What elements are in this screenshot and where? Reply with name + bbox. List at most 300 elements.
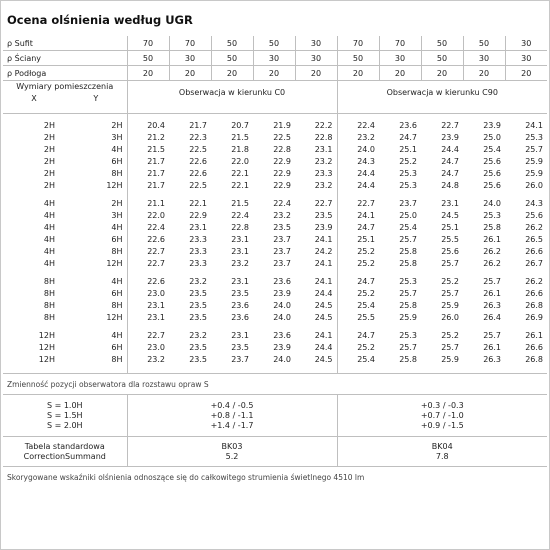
ugr-c0-value: 22.5 bbox=[189, 180, 208, 190]
ugr-c90-value: 25.1 bbox=[441, 222, 460, 232]
ugr-c0-value: 23.7 bbox=[273, 234, 292, 244]
ugr-c0-value: 23.0 bbox=[127, 287, 169, 299]
reflectance-value: 50 bbox=[211, 36, 253, 51]
correction-label: CorrectionSummand bbox=[23, 451, 106, 461]
dim-y: 6H bbox=[111, 288, 123, 298]
dim-y: 8H bbox=[111, 300, 123, 310]
ugr-c90-value: 25.9 bbox=[441, 354, 460, 364]
ugr-c90-value: 25.6 bbox=[483, 168, 502, 178]
variation-c0: +1.4 / -1.7 bbox=[127, 420, 337, 430]
ugr-c90-value: 25.9 bbox=[525, 168, 544, 178]
reflectance-row bbox=[3, 51, 547, 66]
data-row bbox=[3, 311, 547, 323]
dim-x: 12H bbox=[38, 342, 55, 352]
ugr-c90-value: 26.2 bbox=[483, 258, 502, 268]
reflectance-value: 70 bbox=[169, 36, 211, 51]
data-row bbox=[3, 221, 547, 233]
ugr-c90-value: 25.4 bbox=[337, 299, 379, 311]
reflectance-row bbox=[3, 66, 547, 81]
ugr-c0-value: 22.9 bbox=[273, 168, 292, 178]
ugr-c0-value: 21.7 bbox=[127, 167, 169, 179]
dim-x: 2H bbox=[43, 168, 55, 178]
ugr-c90-value: 25.2 bbox=[441, 330, 460, 340]
ugr-c90-value: 25.8 bbox=[399, 258, 418, 268]
data-row bbox=[3, 275, 547, 287]
ugr-c90-value: 25.7 bbox=[441, 288, 460, 298]
ugr-c0-value: 23.7 bbox=[231, 354, 250, 364]
ugr-c90-value: 25.8 bbox=[399, 354, 418, 364]
ugr-c0-value: 23.5 bbox=[189, 300, 208, 310]
ugr-c90-value: 26.1 bbox=[525, 330, 544, 340]
ugr-c90-value: 24.4 bbox=[441, 144, 460, 154]
reflectance-value: 70 bbox=[379, 36, 421, 51]
ugr-c0-value: 23.2 bbox=[314, 180, 333, 190]
ugr-c0-value: 23.6 bbox=[231, 312, 250, 322]
dim-y: 8H bbox=[111, 168, 123, 178]
ugr-c0-value: 21.5 bbox=[231, 198, 250, 208]
data-row bbox=[3, 287, 547, 299]
dim-y: 4H bbox=[111, 222, 123, 232]
ugr-c90-value: 24.0 bbox=[337, 143, 379, 155]
ugr-c90-value: 25.9 bbox=[525, 156, 544, 166]
ugr-c90-value: 26.6 bbox=[525, 246, 544, 256]
reflectance-value: 20 bbox=[421, 66, 463, 81]
variation-c90: +0.3 / -0.3 bbox=[337, 400, 547, 410]
ugr-c0-value: 21.5 bbox=[127, 143, 169, 155]
reflectance-label: ρ Ściany bbox=[3, 51, 127, 66]
ugr-c90-value: 23.9 bbox=[441, 132, 460, 142]
ugr-c90-value: 26.9 bbox=[525, 312, 544, 322]
ugr-c0-value: 23.3 bbox=[189, 258, 208, 268]
ugr-c0-value: 22.6 bbox=[189, 168, 208, 178]
ugr-c90-value: 25.9 bbox=[441, 300, 460, 310]
footnote: Skorygowane wskaźniki olśnienia odnoszące się do całkowitego strumienia świetlnego 4510 lm bbox=[7, 472, 365, 482]
ugr-c0-value: 23.5 bbox=[231, 288, 250, 298]
ugr-c90-value: 25.3 bbox=[525, 132, 544, 142]
spacer bbox=[337, 365, 547, 374]
data-row bbox=[3, 341, 547, 353]
dim-y: 2H bbox=[111, 120, 123, 130]
ugr-c90-value: 25.2 bbox=[337, 341, 379, 353]
ugr-c90-value: 25.1 bbox=[337, 233, 379, 245]
variation-label: Zmienność pozycji obserwatora dla rozstawu opraw S bbox=[7, 379, 209, 389]
ugr-c90-value: 26.0 bbox=[525, 180, 544, 190]
ugr-c0-value: 23.1 bbox=[314, 144, 333, 154]
ugr-c0-value: 23.6 bbox=[273, 330, 292, 340]
ugr-c90-value: 25.2 bbox=[337, 257, 379, 269]
ugr-c0-value: 21.7 bbox=[127, 155, 169, 167]
ugr-c0-value: 23.1 bbox=[231, 276, 250, 286]
ugr-c90-value: 25.8 bbox=[483, 222, 502, 232]
ugr-c0-value: 23.5 bbox=[189, 342, 208, 352]
ugr-c0-value: 23.1 bbox=[127, 299, 169, 311]
ugr-c90-value: 26.2 bbox=[525, 222, 544, 232]
ugr-c0-value: 22.9 bbox=[273, 156, 292, 166]
dim-y: 12H bbox=[106, 312, 123, 322]
header-row bbox=[3, 105, 547, 114]
dim-x: 8H bbox=[43, 276, 55, 286]
reflectance-label: ρ Podłoga bbox=[3, 66, 127, 81]
dim-y: 2H bbox=[111, 198, 123, 208]
ugr-c0-value: 23.3 bbox=[314, 168, 333, 178]
ugr-c90-value: 25.8 bbox=[399, 246, 418, 256]
reflectance-value: 50 bbox=[127, 51, 169, 66]
data-row bbox=[3, 257, 547, 269]
data-row bbox=[3, 179, 547, 191]
ugr-c0-value: 22.4 bbox=[127, 221, 169, 233]
ugr-c90-value: 24.3 bbox=[525, 198, 544, 208]
ugr-c0-value: 23.5 bbox=[189, 354, 208, 364]
ugr-c0-value: 24.5 bbox=[314, 312, 333, 322]
data-row bbox=[3, 209, 547, 221]
ugr-c90-value: 26.3 bbox=[483, 354, 502, 364]
ugr-c90-value: 25.1 bbox=[399, 144, 418, 154]
ugr-c90-value: 26.4 bbox=[483, 312, 502, 322]
ugr-c90-value: 26.0 bbox=[441, 312, 460, 322]
c0-header: Obserwacja w kierunku C0 bbox=[127, 81, 337, 105]
ugr-c0-value: 21.5 bbox=[231, 132, 250, 142]
ugr-c0-value: 23.9 bbox=[273, 288, 292, 298]
ugr-c0-value: 23.2 bbox=[189, 276, 208, 286]
standard-table-label: Tabela standardowa bbox=[24, 441, 105, 451]
ugr-c90-value: 25.2 bbox=[337, 245, 379, 257]
dim-x: 2H bbox=[43, 120, 55, 130]
ugr-c90-value: 24.3 bbox=[337, 155, 379, 167]
correction-c90: 7.8 bbox=[337, 451, 547, 461]
ugr-c0-value: 23.5 bbox=[189, 312, 208, 322]
ugr-c0-value: 22.6 bbox=[127, 275, 169, 287]
ugr-c90-value: 25.2 bbox=[441, 276, 460, 286]
ugr-c90-value: 25.7 bbox=[525, 144, 544, 154]
ugr-c0-value: 23.2 bbox=[127, 353, 169, 365]
ugr-c0-value: 23.5 bbox=[231, 342, 250, 352]
ugr-c0-value: 22.8 bbox=[314, 132, 333, 142]
spacing-label: S = 1.5H bbox=[46, 410, 83, 420]
variation-c90: +0.7 / -1.0 bbox=[337, 410, 547, 420]
dim-x: 8H bbox=[43, 288, 55, 298]
ugr-c0-value: 23.5 bbox=[314, 210, 333, 220]
ugr-c0-value: 24.1 bbox=[314, 330, 333, 340]
ugr-c90-value: 25.3 bbox=[483, 210, 502, 220]
variation-c0: +0.4 / -0.5 bbox=[127, 400, 337, 410]
dim-x: 8H bbox=[43, 312, 55, 322]
data-row bbox=[3, 167, 547, 179]
ugr-c90-value: 24.8 bbox=[441, 180, 460, 190]
ugr-c90-value: 23.6 bbox=[399, 120, 418, 130]
ugr-c90-value: 26.3 bbox=[483, 300, 502, 310]
data-row bbox=[3, 155, 547, 167]
ugr-c90-value: 23.7 bbox=[399, 198, 418, 208]
c90-header: Obserwacja w kierunku C90 bbox=[337, 81, 547, 105]
ugr-c0-value: 23.5 bbox=[273, 222, 292, 232]
ugr-c90-value: 22.4 bbox=[337, 119, 379, 131]
reflectance-value: 50 bbox=[211, 51, 253, 66]
data-row bbox=[3, 131, 547, 143]
ugr-c0-value: 21.2 bbox=[127, 131, 169, 143]
ugr-c0-value: 24.5 bbox=[314, 354, 333, 364]
ugr-c90-value: 25.4 bbox=[337, 353, 379, 365]
ugr-c90-value: 25.3 bbox=[399, 180, 418, 190]
ugr-c0-value: 24.0 bbox=[273, 312, 292, 322]
ugr-c0-value: 21.8 bbox=[231, 144, 250, 154]
reflectance-value: 50 bbox=[253, 36, 295, 51]
ugr-c0-value: 22.7 bbox=[127, 329, 169, 341]
standard-row bbox=[3, 441, 547, 451]
ugr-c90-value: 24.7 bbox=[399, 132, 418, 142]
ugr-c90-value: 25.7 bbox=[441, 258, 460, 268]
ugr-c0-value: 23.2 bbox=[231, 258, 250, 268]
spacer bbox=[127, 365, 337, 374]
ugr-c90-value: 25.8 bbox=[399, 300, 418, 310]
spacing-label: S = 2.0H bbox=[46, 420, 83, 430]
reflectance-value: 70 bbox=[127, 36, 169, 51]
ugr-c0-value: 22.8 bbox=[231, 222, 250, 232]
ugr-c0-value: 22.1 bbox=[231, 180, 250, 190]
variation-c90: +0.9 / -1.5 bbox=[337, 420, 547, 430]
ugr-c0-value: 22.5 bbox=[273, 132, 292, 142]
ugr-c0-value: 23.2 bbox=[314, 156, 333, 166]
dim-y: 8H bbox=[111, 246, 123, 256]
dim-y: 4H bbox=[111, 276, 123, 286]
ugr-c90-value: 24.4 bbox=[337, 167, 379, 179]
ugr-c0-value: 22.1 bbox=[231, 168, 250, 178]
ugr-c0-value: 24.5 bbox=[314, 300, 333, 310]
dim-y: 6H bbox=[111, 156, 123, 166]
dim-x: 8H bbox=[43, 300, 55, 310]
dim-y: 3H bbox=[111, 210, 123, 220]
reflectance-value: 30 bbox=[295, 36, 337, 51]
ugr-c90-value: 26.6 bbox=[525, 342, 544, 352]
reflectance-value: 30 bbox=[463, 51, 505, 66]
ugr-c0-value: 22.6 bbox=[127, 233, 169, 245]
variation-c0: +0.8 / -1.1 bbox=[127, 410, 337, 420]
ugr-c90-value: 23.2 bbox=[337, 131, 379, 143]
ugr-c90-value: 24.5 bbox=[441, 210, 460, 220]
ugr-c90-value: 25.7 bbox=[399, 342, 418, 352]
dim-x: 4H bbox=[43, 258, 55, 268]
ugr-c90-value: 25.7 bbox=[483, 276, 502, 286]
dim-x: 4H bbox=[43, 246, 55, 256]
ugr-c90-value: 24.7 bbox=[337, 275, 379, 287]
ugr-c90-value: 23.9 bbox=[483, 120, 502, 130]
reflectance-value: 30 bbox=[505, 51, 547, 66]
dim-x: 4H bbox=[43, 234, 55, 244]
ugr-c90-value: 25.2 bbox=[337, 287, 379, 299]
variation-row bbox=[3, 400, 547, 410]
correction-c0: 5.2 bbox=[127, 451, 337, 461]
ugr-c90-value: 26.5 bbox=[525, 234, 544, 244]
ugr-c90-value: 25.9 bbox=[399, 312, 418, 322]
ugr-c0-value: 22.6 bbox=[189, 156, 208, 166]
ugr-c0-value: 20.4 bbox=[127, 119, 169, 131]
ugr-c0-value: 22.0 bbox=[231, 156, 250, 166]
ugr-c90-value: 25.6 bbox=[441, 246, 460, 256]
data-row bbox=[3, 353, 547, 365]
ugr-c0-value: 22.4 bbox=[273, 198, 292, 208]
reflectance-value: 30 bbox=[295, 51, 337, 66]
standard-c90-table: BK04 bbox=[337, 441, 547, 451]
dim-x: 12H bbox=[38, 354, 55, 364]
ugr-c90-value: 26.1 bbox=[483, 342, 502, 352]
ugr-c0-value: 21.1 bbox=[127, 197, 169, 209]
ugr-c90-value: 25.5 bbox=[337, 311, 379, 323]
ugr-c0-value: 22.8 bbox=[273, 144, 292, 154]
reflectance-value: 20 bbox=[505, 66, 547, 81]
ugr-c0-value: 23.1 bbox=[231, 246, 250, 256]
ugr-c0-value: 22.9 bbox=[273, 180, 292, 190]
dim-y: 6H bbox=[111, 342, 123, 352]
dim-y: 12H bbox=[106, 180, 123, 190]
reflectance-value: 50 bbox=[421, 51, 463, 66]
ugr-c0-value: 21.7 bbox=[127, 179, 169, 191]
data-row bbox=[3, 245, 547, 257]
header-spacer bbox=[127, 105, 337, 114]
reflectance-value: 20 bbox=[295, 66, 337, 81]
spacing-label: S = 1.0H bbox=[46, 400, 83, 410]
dim-y: 3H bbox=[111, 132, 123, 142]
dim-y: 4H bbox=[111, 330, 123, 340]
spacer bbox=[3, 365, 127, 374]
ugr-c90-value: 23.1 bbox=[441, 198, 460, 208]
dim-x: 4H bbox=[43, 198, 55, 208]
dim-x: 2H bbox=[43, 180, 55, 190]
ugr-c0-value: 22.2 bbox=[314, 120, 333, 130]
ugr-c90-value: 25.3 bbox=[399, 276, 418, 286]
data-row bbox=[3, 119, 547, 131]
dim-y: 12H bbox=[106, 258, 123, 268]
page-title: Ocena olśnienia według UGR bbox=[7, 13, 193, 27]
ugr-c90-value: 25.6 bbox=[483, 156, 502, 166]
data-row bbox=[3, 197, 547, 209]
data-row bbox=[3, 329, 547, 341]
ugr-c0-value: 23.9 bbox=[314, 222, 333, 232]
dim-y: 6H bbox=[111, 234, 123, 244]
ugr-c90-value: 25.4 bbox=[399, 222, 418, 232]
ugr-c0-value: 24.4 bbox=[314, 288, 333, 298]
ugr-c0-value: 23.0 bbox=[127, 341, 169, 353]
dim-y: 8H bbox=[111, 354, 123, 364]
ugr-c90-value: 25.3 bbox=[399, 330, 418, 340]
ugr-c90-value: 25.3 bbox=[399, 168, 418, 178]
dim-y: 4H bbox=[111, 144, 123, 154]
ugr-c0-value: 24.0 bbox=[273, 354, 292, 364]
data-row bbox=[3, 233, 547, 245]
ugr-c90-value: 25.7 bbox=[399, 288, 418, 298]
reflectance-row bbox=[3, 36, 547, 51]
ugr-c0-value: 22.1 bbox=[189, 198, 208, 208]
ugr-c0-value: 22.0 bbox=[127, 209, 169, 221]
footnote-row bbox=[3, 467, 547, 488]
ugr-c0-value: 24.1 bbox=[314, 276, 333, 286]
dim-x: 2H bbox=[43, 132, 55, 142]
reflectance-value: 20 bbox=[463, 66, 505, 81]
ugr-c0-value: 23.1 bbox=[189, 222, 208, 232]
ugr-c0-value: 24.4 bbox=[314, 342, 333, 352]
ugr-c90-value: 24.1 bbox=[525, 120, 544, 130]
ugr-c90-value: 25.4 bbox=[483, 144, 502, 154]
ugr-c0-value: 22.9 bbox=[189, 210, 208, 220]
dim-x: 2H bbox=[43, 144, 55, 154]
variation-row bbox=[3, 420, 547, 430]
ugr-c90-value: 26.7 bbox=[525, 258, 544, 268]
ugr-c0-value: 23.1 bbox=[231, 234, 250, 244]
ugr-c90-value: 22.7 bbox=[337, 197, 379, 209]
header-spacer bbox=[337, 105, 547, 114]
header-spacer bbox=[3, 105, 127, 114]
standard-c0-table: BK03 bbox=[127, 441, 337, 451]
ugr-c0-value: 21.7 bbox=[189, 120, 208, 130]
ugr-c0-value: 22.7 bbox=[127, 257, 169, 269]
ugr-c90-value: 26.2 bbox=[483, 246, 502, 256]
ugr-c0-value: 24.1 bbox=[314, 234, 333, 244]
ugr-c90-value: 25.7 bbox=[441, 342, 460, 352]
ugr-c90-value: 26.8 bbox=[525, 354, 544, 364]
ugr-c0-value: 23.7 bbox=[273, 258, 292, 268]
ugr-c0-value: 23.6 bbox=[273, 276, 292, 286]
ugr-c0-value: 24.1 bbox=[314, 258, 333, 268]
ugr-c0-value: 23.6 bbox=[231, 300, 250, 310]
ugr-c90-value: 24.4 bbox=[337, 179, 379, 191]
dim-x: 4H bbox=[43, 210, 55, 220]
dim-x: 12H bbox=[38, 330, 55, 340]
ugr-c0-value: 23.2 bbox=[273, 210, 292, 220]
ugr-c0-value: 23.5 bbox=[189, 288, 208, 298]
ugr-c90-value: 24.1 bbox=[337, 209, 379, 221]
header-row bbox=[3, 81, 547, 93]
ugr-c90-value: 25.0 bbox=[399, 210, 418, 220]
reflectance-value: 30 bbox=[505, 36, 547, 51]
ugr-c0-value: 22.5 bbox=[189, 144, 208, 154]
ugr-c0-value: 23.3 bbox=[189, 234, 208, 244]
reflectance-label: ρ Sufit bbox=[3, 36, 127, 51]
dim-x: 2H bbox=[43, 156, 55, 166]
reflectance-value: 50 bbox=[337, 51, 379, 66]
reflectance-value: 30 bbox=[253, 51, 295, 66]
ugr-c0-value: 23.9 bbox=[273, 342, 292, 352]
reflectance-value: 20 bbox=[253, 66, 295, 81]
ugr-c0-value: 22.3 bbox=[189, 132, 208, 142]
ugr-c90-value: 26.2 bbox=[525, 276, 544, 286]
ugr-c0-value: 23.1 bbox=[231, 330, 250, 340]
ugr-c90-value: 25.7 bbox=[399, 234, 418, 244]
dim-x: 4H bbox=[43, 222, 55, 232]
reflectance-value: 30 bbox=[169, 51, 211, 66]
ugr-c90-value: 25.6 bbox=[525, 210, 544, 220]
ugr-c90-value: 24.7 bbox=[337, 221, 379, 233]
ugr-c90-value: 26.6 bbox=[525, 288, 544, 298]
ugr-c0-value: 20.7 bbox=[231, 120, 250, 130]
ugr-c0-value: 23.3 bbox=[189, 246, 208, 256]
ugr-c90-value: 26.1 bbox=[483, 288, 502, 298]
ugr-c0-value: 23.1 bbox=[127, 311, 169, 323]
reflectance-value: 20 bbox=[379, 66, 421, 81]
ugr-c90-value: 26.1 bbox=[483, 234, 502, 244]
ugr-c90-value: 24.7 bbox=[337, 329, 379, 341]
ugr-c90-value: 25.0 bbox=[483, 132, 502, 142]
ugr-c0-value: 24.2 bbox=[314, 246, 333, 256]
ugr-c0-value: 23.2 bbox=[189, 330, 208, 340]
ugr-table bbox=[3, 36, 547, 487]
standard-row bbox=[3, 451, 547, 461]
ugr-c90-value: 25.6 bbox=[483, 180, 502, 190]
ugr-c90-value: 24.7 bbox=[441, 156, 460, 166]
ugr-c0-value: 22.7 bbox=[127, 245, 169, 257]
ugr-c0-value: 21.9 bbox=[273, 120, 292, 130]
ugr-c90-value: 22.7 bbox=[441, 120, 460, 130]
ugr-c90-value: 24.0 bbox=[483, 198, 502, 208]
reflectance-value: 20 bbox=[127, 66, 169, 81]
data-row bbox=[3, 143, 547, 155]
